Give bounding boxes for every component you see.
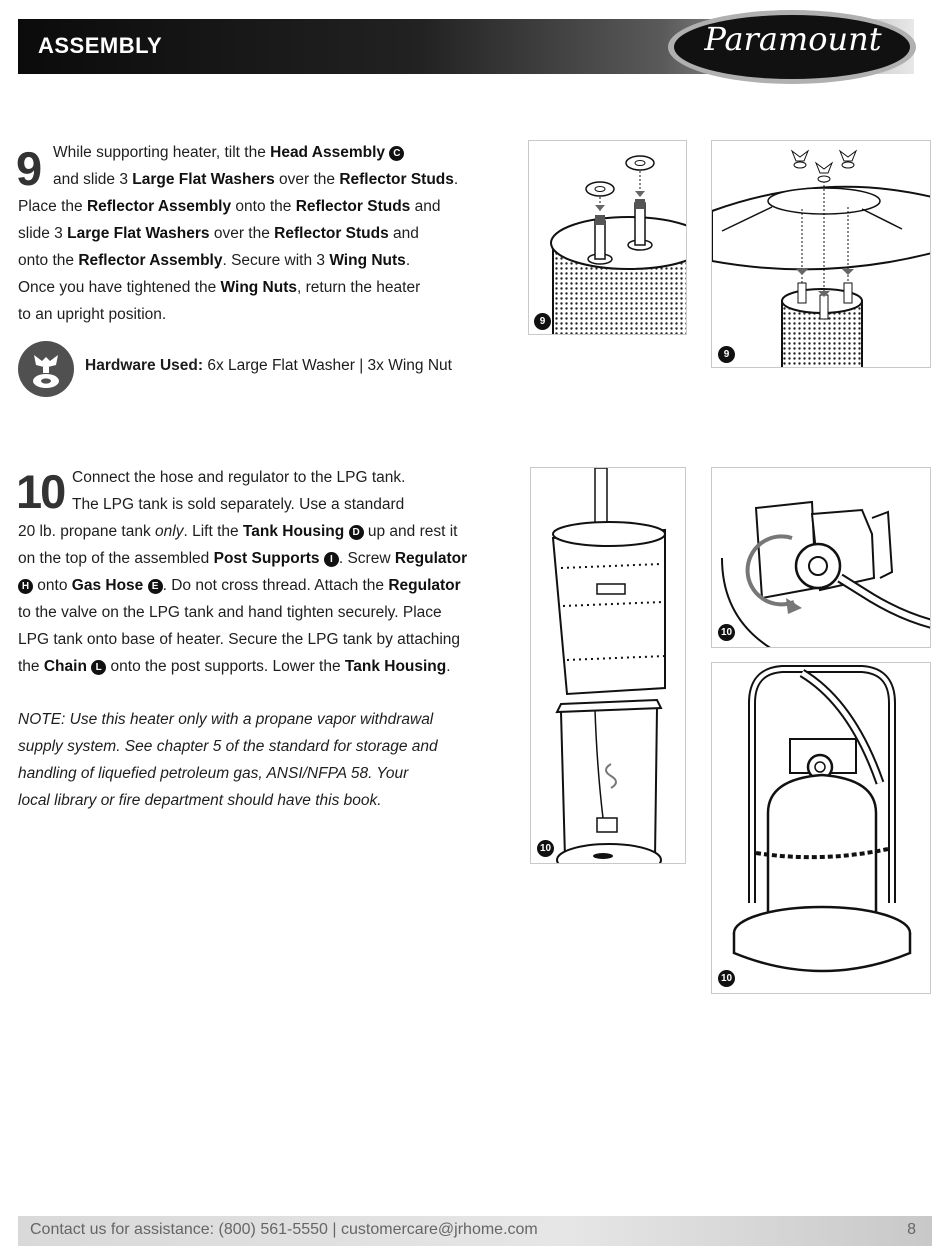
instruction-text: . [453, 171, 459, 188]
instruction-text: on the top of the assembled [18, 550, 214, 567]
part-name: Large Flat Washers [67, 225, 210, 242]
instruction-line [72, 464, 405, 491]
hardware-used [85, 357, 452, 375]
instruction-text: Place the [18, 198, 87, 215]
figure-10-tank-housing [530, 467, 686, 864]
instruction-line [18, 274, 420, 301]
instruction-text: to the valve on the LPG tank and hand tighten securely. Place [18, 604, 442, 621]
instruction-text: over the [274, 171, 340, 188]
note-line: NOTE: Use this heater only with a propane vapor withdrawal [18, 711, 434, 728]
instruction-text: . Screw [338, 550, 395, 567]
instruction-line [18, 626, 460, 653]
instruction-text: onto the [231, 198, 296, 215]
hardware-icon [18, 341, 74, 397]
part-name: Large Flat Washers [132, 171, 275, 188]
part-name: Tank Housing [344, 658, 447, 675]
instruction-text: . Do not cross thread. Attach the [162, 577, 389, 594]
part-name: Gas Hose [71, 577, 144, 594]
part-name: Regulator [388, 577, 461, 594]
figure-badge: 10 [718, 624, 735, 641]
instruction-text [344, 523, 348, 540]
part-name: Reflector Studs [274, 225, 389, 242]
figure-badge: 9 [534, 313, 551, 330]
part-name: Wing Nuts [220, 279, 298, 296]
instruction-text: over the [209, 225, 275, 242]
instruction-text: and [410, 198, 441, 215]
figure-badge: 10 [718, 970, 735, 987]
part-name: Reflector Assembly [78, 252, 223, 269]
instruction-line [53, 139, 404, 166]
figure-9-reflector [711, 140, 931, 368]
instruction-line [18, 301, 166, 328]
part-name: Tank Housing [242, 523, 345, 540]
note-line: handling of liquefied petroleum gas, ANSI/NFPA 58. Your [18, 765, 409, 782]
instruction-text: to an upright position. [18, 306, 167, 323]
step-9-number: 9 [16, 142, 41, 195]
step-10-number: 10 [16, 465, 65, 518]
part-name: Reflector Studs [339, 171, 454, 188]
part-letter-badge: L [91, 660, 106, 675]
part-name: Post Supports [213, 550, 320, 567]
page-number: 8 [907, 1221, 916, 1238]
instruction-text: 20 lb. propane tank [18, 523, 156, 540]
instruction-text [143, 577, 147, 594]
instruction-text: onto [33, 577, 72, 594]
instruction-line [18, 220, 419, 247]
instruction-line [53, 166, 458, 193]
instruction-text: and slide 3 [53, 171, 133, 188]
figure-9-washers [528, 140, 687, 335]
footer-bar [18, 1216, 932, 1246]
instruction-text: . [446, 658, 451, 675]
note-line: supply system. See chapter 5 of the standard for storage and [18, 738, 438, 755]
footer-contact: Contact us for assistance: (800) 561-5550 | customercare@jrhome.com [30, 1221, 538, 1238]
instruction-line [18, 518, 457, 545]
instruction-text: only [155, 523, 184, 540]
instruction-text: the [18, 658, 44, 675]
hardware-label: Hardware Used: [85, 357, 204, 374]
instruction-text: Connect the hose and regulator to the LPG tank. [72, 469, 406, 486]
instruction-text: . Lift the [183, 523, 243, 540]
instruction-text: . Secure with 3 [222, 252, 330, 269]
instruction-line [18, 653, 451, 680]
instruction-line [18, 572, 461, 599]
brand-logo-text: Paramount [704, 20, 882, 58]
instruction-line [18, 193, 440, 220]
figure-badge: 9 [718, 346, 735, 363]
instruction-text: LPG tank onto base of heater. Secure the LPG tank by attaching [18, 631, 461, 648]
instruction-text: While supporting heater, tilt the [53, 144, 271, 161]
part-name: Wing Nuts [329, 252, 406, 269]
part-letter-badge: E [148, 579, 163, 594]
part-name: Reflector Studs [295, 198, 411, 215]
part-letter-badge: H [18, 579, 33, 594]
instruction-text: . [405, 252, 411, 269]
instruction-text: onto the post supports. Lower the [106, 658, 345, 675]
figure-10-lpg-tank [711, 662, 931, 994]
instruction-line [18, 599, 442, 626]
note-line: local library or fire department should have this book. [18, 792, 382, 809]
hardware-value: 6x Large Flat Washer | 3x Wing Nut [203, 357, 452, 374]
instruction-text: onto the [18, 252, 79, 269]
part-name: Reflector Assembly [86, 198, 232, 215]
instruction-text: , return the heater [297, 279, 421, 296]
part-letter-badge: D [349, 525, 364, 540]
instruction-line [18, 545, 467, 572]
instruction-text: up and rest it [363, 523, 458, 540]
section-title: ASSEMBLY [38, 33, 163, 58]
instruction-line [72, 491, 404, 518]
instruction-text: Once you have tightened the [18, 279, 221, 296]
instruction-text: The LPG tank is sold separately. Use a standard [72, 496, 405, 513]
part-name: Chain [43, 658, 87, 675]
part-name: Head Assembly [270, 144, 385, 161]
instruction-text: slide 3 [18, 225, 68, 242]
instruction-text: and [388, 225, 419, 242]
part-letter-badge: I [324, 552, 339, 567]
part-letter-badge: C [389, 146, 404, 161]
instruction-line [18, 247, 410, 274]
figure-badge: 10 [537, 840, 554, 857]
figure-10-regulator [711, 467, 931, 648]
part-name: Regulator [394, 550, 468, 567]
